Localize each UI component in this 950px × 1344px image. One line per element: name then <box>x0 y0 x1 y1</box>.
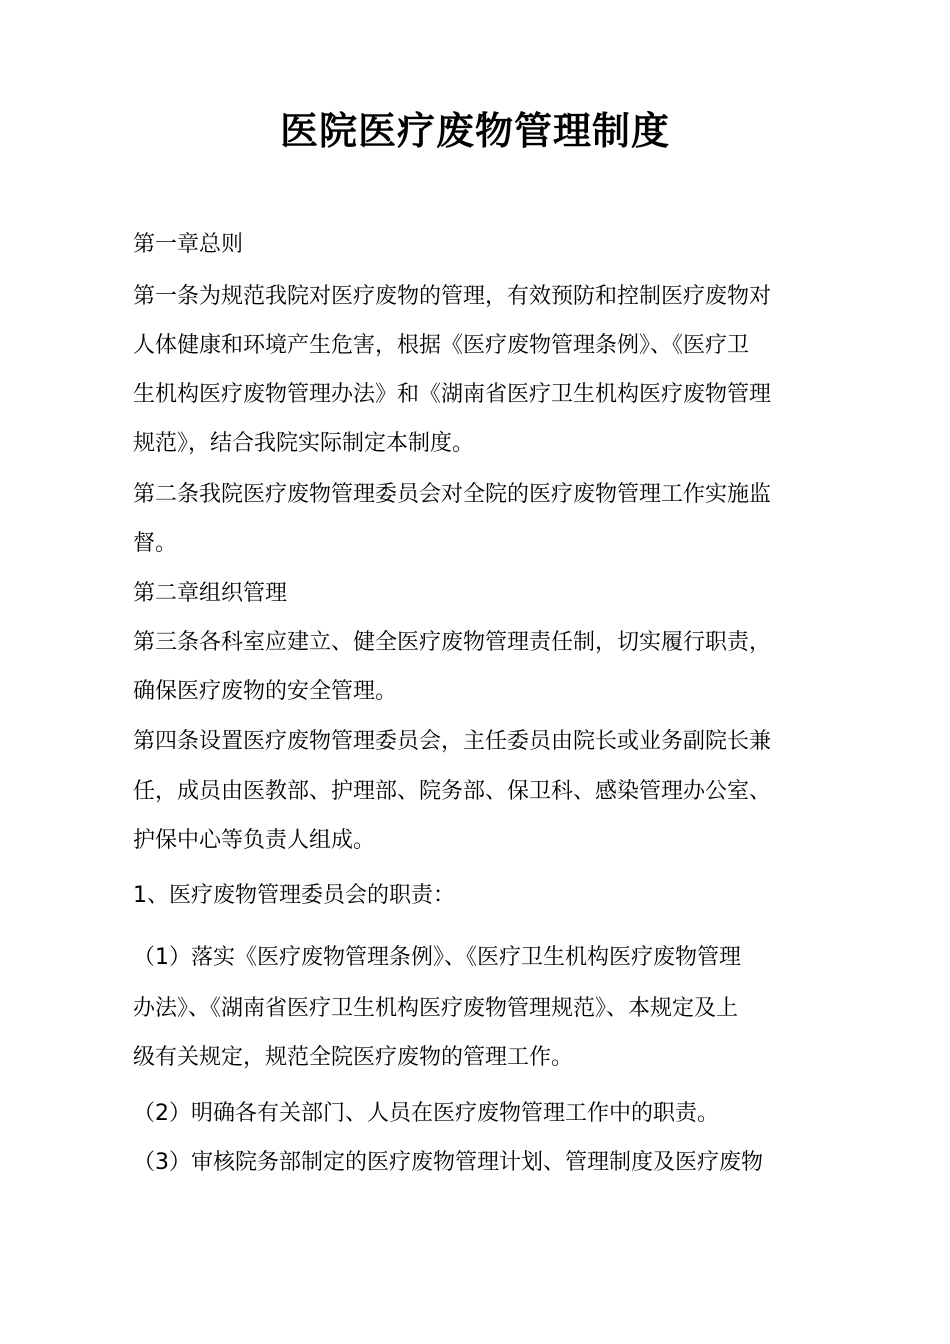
list-item-line: （2）明确各有关部门、人员在医疗废物管理工作中的职责。 <box>133 1101 719 1126</box>
chapter-heading: 第二章组织管理 <box>133 581 288 606</box>
paragraph-line: 任，成员由医教部、护理部、院务部、保卫科、感染管理办公室、 <box>133 779 772 804</box>
paragraph-line: 确保医疗废物的安全管理。 <box>133 679 398 704</box>
chapter-heading: 第一章总则 <box>133 232 244 257</box>
list-item-line: 办法》、《湖南省医疗卫生机构医疗废物管理规范》、本规定及上 <box>133 996 739 1021</box>
paragraph-line: 第二条我院医疗废物管理委员会对全院的医疗废物管理工作实施监 <box>133 482 772 507</box>
paragraph-line: 人体健康和环境产生危害，根据《医疗废物管理条例》、《医疗卫 <box>133 333 750 358</box>
paragraph-line: 生机构医疗废物管理办法》和《湖南省医疗卫生机构医疗废物管理 <box>133 382 772 407</box>
list-item-line: （1）落实《医疗废物管理条例》、《医疗卫生机构医疗废物管理 <box>133 945 741 970</box>
paragraph-line: 护保中心等负责人组成。 <box>133 828 376 853</box>
list-heading: 1、医疗废物管理委员会的职责： <box>133 883 455 908</box>
paragraph-line: 规范》，结合我院实际制定本制度。 <box>133 431 475 456</box>
list-item-line: 级有关规定，规范全院医疗废物的管理工作。 <box>133 1045 574 1070</box>
document-title: 医院医疗废物管理制度 <box>279 109 670 153</box>
paragraph-line: 督。 <box>133 531 178 556</box>
list-item-line: （3）审核院务部制定的医疗废物管理计划、管理制度及医疗废物 <box>133 1150 763 1175</box>
paragraph-line: 第三条各科室应建立、健全医疗废物管理责任制，切实履行职责， <box>133 630 772 655</box>
paragraph-line: 第一条为规范我院对医疗废物的管理，有效预防和控制医疗废物对 <box>133 284 772 309</box>
paragraph-line: 第四条设置医疗废物管理委员会，主任委员由院长或业务副院长兼 <box>133 729 772 754</box>
